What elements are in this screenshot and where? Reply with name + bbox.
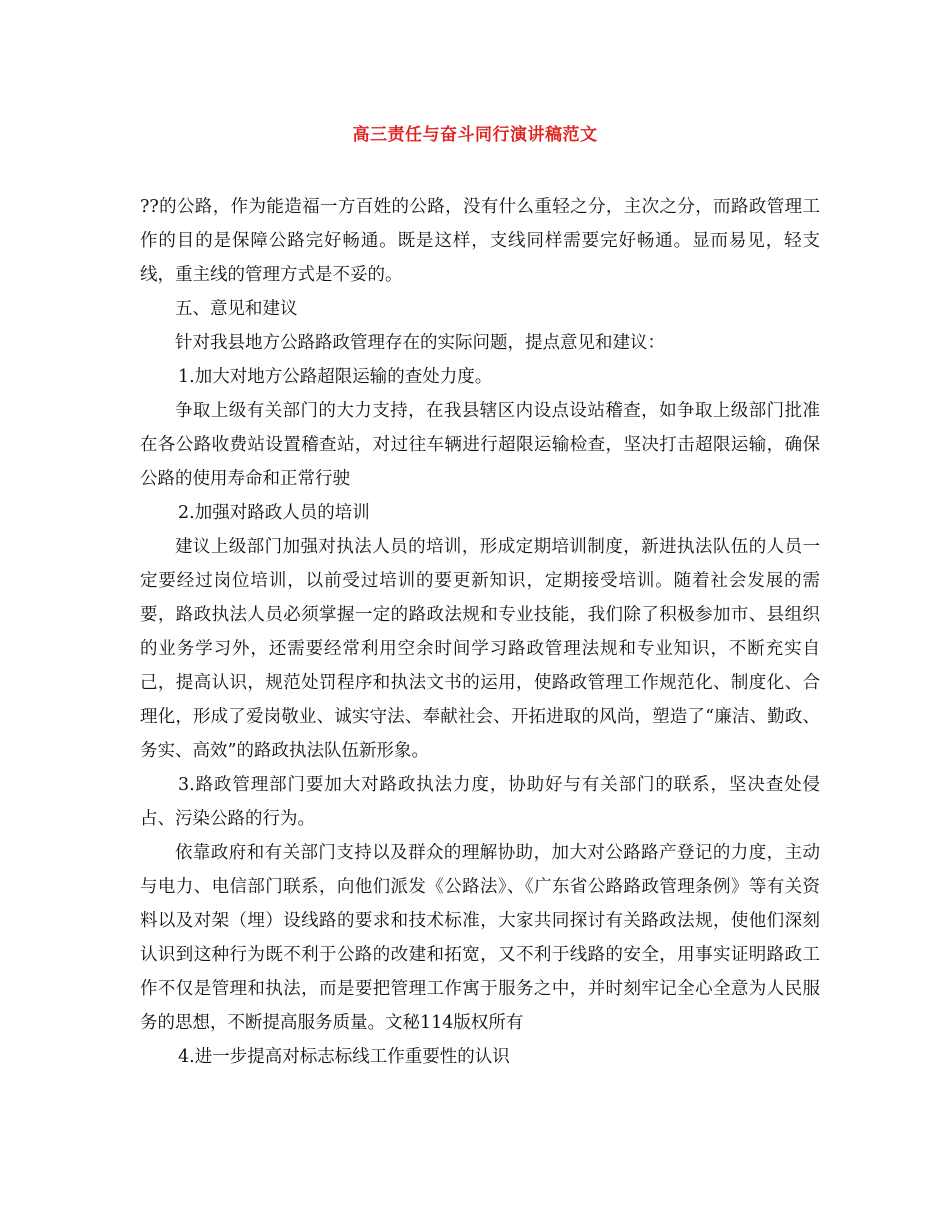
section-heading: 五、意见和建议 (175, 299, 298, 319)
paragraph: 针对我县地方公路路政管理存在的实际问题，提点意见和建议： (175, 333, 665, 353)
numbered-heading: 4.进一步提高对标志标线工作重要性的认识 (178, 1047, 510, 1067)
paragraph: 建议上级部门加强对执法人员的培训，形成定期培训制度，新进执法队伍的人员一定要经过岗位培训，以前受过培训的要更新知识，定期接受培训。随着社会发展的需要，路政执法人员必须掌握一定的路政法规和专业技能，我们除了积极参加市、县组织的业务学习外，还需要经常利用空余时间学习路政管理法规和专业知识，不断充实自己，提高认识，规范处罚程序和执法文书的运用，使路政管理工作规范化、制度化、合理化，形成了爱岗敬业、诚实守法、奉献社会、开拓进取的风尚，塑造了“廉洁、勤政、务实、高效”的路政执法队伍新形象。 (140, 537, 820, 761)
document-body (140, 190, 820, 1074)
numbered-heading: 1.加大对地方公路超限运输的查处力度。 (178, 367, 493, 387)
numbered-heading: 3.路政管理部门要加大对路政执法力度，协助好与有关部门的联系，坚决查处侵占、污染公路的行为。 (140, 775, 820, 829)
document-title: 高三责任与奋斗同行演讲稿范文 (352, 125, 598, 145)
paragraph: 争取上级有关部门的大力支持，在我县辖区内设点设站稽查，如争取上级部门批准在各公路收费站设置稽查站，对过往车辆进行超限运输检查，坚决打击超限运输，确保公路的使用寿命和正常行驶 (140, 401, 820, 489)
numbered-heading: 2.加强对路政人员的培训 (178, 503, 370, 523)
paragraph: 依靠政府和有关部门支持以及群众的理解协助，加大对公路路产登记的力度，主动与电力、电信部门联系，向他们派发《公路法》、《广东省公路路政管理条例》等有关资料以及对架（埋）设线路的要求和技术标准，大家共同探讨有关路政法规，使他们深刻认识到这种行为既不利于公路的改建和拓宽，又不利于线路的安全，用事实证明路政工作不仅是管理和执法，而是要把管理工作寓于服务之中，并时刻牢记全心全意为人民服务的思想，不断提高服务质量。文秘114版权所有 (140, 843, 820, 1033)
paragraph: ??的公路，作为能造福一方百姓的公路，没有什么重轻之分，主次之分，而路政管理工作的目的是保障公路完好畅通。既是这样，支线同样需要完好畅通。显而易见，轻支线，重主线的管理方式是不妥的。 (140, 197, 820, 285)
